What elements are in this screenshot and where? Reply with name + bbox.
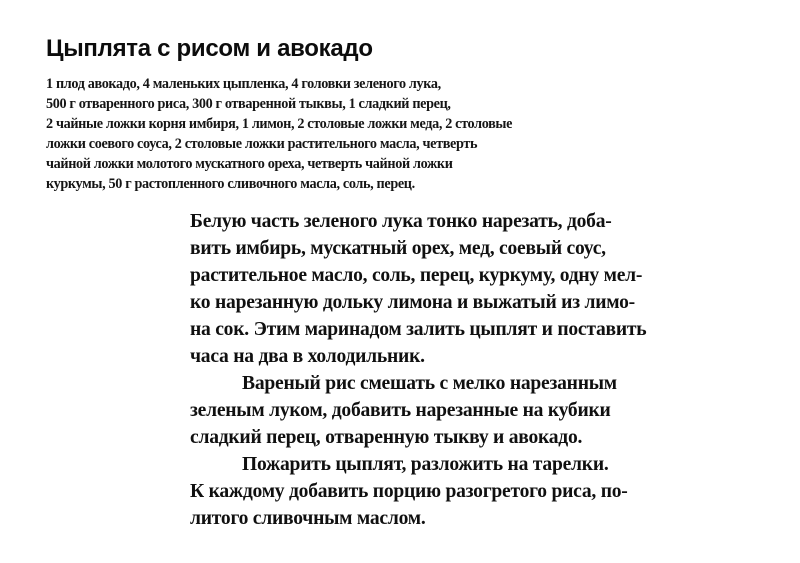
recipe-title: Цыплята с рисом и авокадо [46, 35, 373, 62]
method-line: вить имбирь, мускатный орех, мед, соевый соус, [190, 238, 606, 259]
ingredients-line: куркумы, 50 г растопленного сливочного масла, соль, перец. [46, 176, 415, 192]
method-line: часа на два в холодильник. [190, 346, 425, 367]
ingredients-line: 500 г отваренного риса, 300 г отваренной тыквы, 1 сладкий перец, [46, 96, 451, 112]
method-line: Пожарить цыплят, разложить на тарелки. [242, 454, 609, 475]
ingredients-line: 1 плод авокадо, 4 маленьких цыпленка, 4 головки зеленого лука, [46, 76, 441, 92]
method-text [190, 208, 758, 532]
method-line: ко нарезанную дольку лимона и выжатый из лимо- [190, 292, 635, 313]
method-line: на сок. Этим маринадом залить цыплят и поставить [190, 319, 647, 340]
method-line: Белую часть зеленого лука тонко нарезать, доба- [190, 211, 612, 232]
method-line: литого сливочным маслом. [190, 508, 426, 529]
ingredients-line: ложки соевого соуса, 2 столовые ложки растительного масла, четверть [46, 136, 478, 152]
method-line: сладкий перец, отваренную тыкву и авокадо. [190, 427, 583, 448]
ingredients-paragraph [46, 74, 758, 194]
method-line: зеленым луком, добавить нарезанные на кубики [190, 400, 611, 421]
ingredients-line: чайной ложки молотого мускатного ореха, четверть чайной ложки [46, 156, 453, 172]
method-line: Вареный рис смешать с мелко нарезанным [242, 373, 617, 394]
method-line: растительное масло, соль, перец, куркуму, одну мел- [190, 265, 643, 286]
ingredients-line: 2 чайные ложки корня имбиря, 1 лимон, 2 столовые ложки меда, 2 столовые [46, 116, 513, 132]
method-line: К каждому добавить порцию разогретого риса, по- [190, 481, 628, 502]
